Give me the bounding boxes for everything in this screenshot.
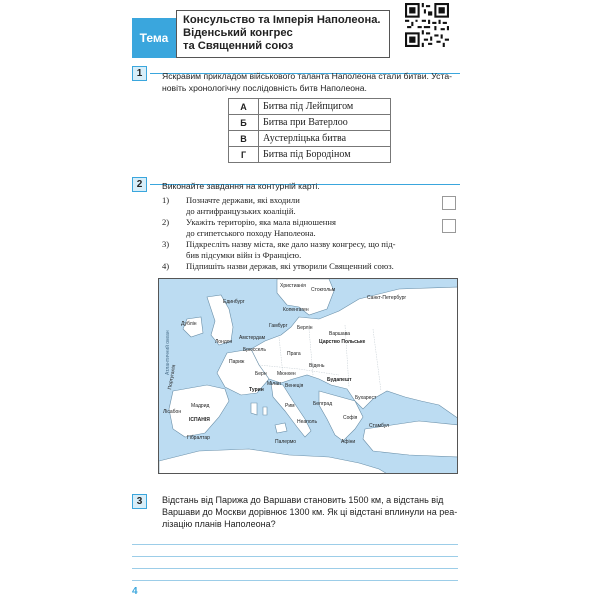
map-label-dublin: Дублін: [181, 321, 197, 327]
map-label-gibraltar: Гібралтар: [187, 435, 210, 441]
map-label-hamburg: Гамбург: [269, 323, 288, 329]
theme-title: [176, 10, 390, 58]
table-row: [229, 147, 391, 163]
map-label-portugal: Португалія: [167, 364, 178, 391]
map-label-vienna: Відень: [309, 363, 325, 369]
task-2-item-line: Укажіть територію, яка мала відношення: [186, 217, 336, 227]
task-1-number: 1: [132, 66, 147, 81]
qr-code-icon[interactable]: [405, 3, 449, 47]
task-2-intro: Виконайте завдання на контурній карті.: [162, 181, 320, 191]
map-label-munich: Мюнхен: [277, 371, 296, 377]
task-1-text-line: новіть хронологічну послідовність битв Наполеона.: [162, 83, 367, 93]
battle-letter: В: [229, 131, 259, 147]
map-label-bucharest: Бухарест: [355, 395, 377, 401]
map-label-edinburgh: Единбург: [223, 299, 245, 305]
map-label-stockholm: Стокгольм: [311, 287, 336, 293]
task-2-item-line: бив підсумки війн із Францією.: [186, 250, 302, 260]
battle-name: Битва при Ватерлоо: [259, 115, 391, 131]
map-label-kingdom-poland: Царство Польське: [319, 339, 366, 345]
task-1-text-line: Яскравим прикладом військового таланта Наполеона стали битви. Уста-: [162, 71, 452, 81]
map-label-venice: Венеція: [285, 383, 304, 389]
theme-title-line: Віденський конгрес: [183, 27, 293, 39]
task-3-number: 3: [132, 494, 147, 509]
theme-tag: Тема: [132, 18, 176, 58]
battle-name: Битва під Бородіном: [259, 147, 391, 163]
map-label-budapest: Будапешт: [327, 377, 352, 383]
task-2-item-number: 3): [162, 239, 170, 249]
map-label-christiania: Христианія: [280, 283, 306, 289]
answer-checkbox[interactable]: [442, 196, 456, 210]
answer-checkbox[interactable]: [442, 219, 456, 233]
map-label-palermo: Палермо: [275, 439, 297, 445]
task-3-text-line: Варшави до Москви дорівнює 1300 км. Як ці відстані вплинули на реа-: [162, 507, 458, 517]
battle-letter: А: [229, 99, 259, 115]
map-label-lisbon: Лісабон: [163, 409, 182, 415]
map-label-rome: Рим: [285, 403, 295, 409]
map-label-warsaw: Варшава: [329, 331, 351, 337]
map-label-sofia: Софія: [343, 415, 358, 421]
map-label-belgrade: Белград: [313, 401, 333, 407]
map-label-madrid: Мадрид: [191, 403, 210, 409]
task-2-item-line: до єгипетського походу Наполеона.: [186, 228, 316, 238]
task-2-item-line: Підкресліть назву міста, яке дало назву конгресу, що під-: [186, 239, 396, 249]
theme-title-line: та Священний союз: [183, 40, 294, 52]
map-label-prague: Прага: [287, 351, 301, 357]
task-2-item-number: 1): [162, 195, 170, 205]
battle-letter: Б: [229, 115, 259, 131]
map-label-bern: Берн: [255, 371, 267, 377]
europe-contour-map[interactable]: [158, 278, 458, 474]
map-label-paris: Париж: [229, 359, 245, 365]
map-label-atlantic-ocean: Атлантичний океан: [165, 330, 171, 375]
answer-line[interactable]: [132, 556, 458, 557]
table-row: [229, 115, 391, 131]
task-2-item-number: 2): [162, 217, 170, 227]
answer-line[interactable]: [132, 580, 458, 581]
map-label-berlin: Берлін: [297, 325, 313, 331]
answer-line[interactable]: [132, 544, 458, 545]
map-label-amsterdam: Амстердам: [239, 335, 266, 341]
map-label-turin: Турин: [249, 387, 264, 393]
table-row: [229, 131, 391, 147]
map-label-brussels: Брюссель: [243, 347, 266, 353]
battle-name: Битва під Лейпцигом: [259, 99, 391, 115]
table-row: [229, 99, 391, 115]
theme-title-line: Консульство та Імперія Наполеона.: [183, 14, 381, 26]
map-label-athens: Афіни: [341, 439, 356, 445]
task-2-item-line: до антифранцузьких коаліцій.: [186, 206, 296, 216]
task-3-text-line: лізацію планів Наполеона?: [162, 519, 276, 529]
battle-name: Аустерліцька битва: [259, 131, 391, 147]
battle-letter: Г: [229, 147, 259, 163]
map-label-istanbul: Стамбул: [369, 423, 390, 429]
battles-table: [228, 98, 391, 163]
task-2-item-number: 4): [162, 261, 170, 271]
task-2-number: 2: [132, 177, 147, 192]
map-label-st-petersburg: Санкт-Петербург: [367, 295, 407, 301]
map-label-copenhagen: Копенгаген: [283, 307, 309, 313]
map-label-naples: Неаполь: [297, 419, 318, 425]
task-2-item-line: Позначте держави, які входили: [186, 195, 300, 205]
map-label-london: Лондон: [215, 339, 233, 345]
map-label-milan: Мілан: [267, 381, 281, 387]
task-3-text-line: Відстань від Парижа до Варшави становить 1500 км, а відстань від: [162, 495, 444, 505]
task-2-item-line: Підпишіть назви держав, які утворили Священний союз.: [186, 261, 394, 271]
map-label-spain: ІСПАНІЯ: [189, 417, 210, 423]
page-number: 4: [132, 586, 138, 597]
answer-line[interactable]: [132, 568, 458, 569]
